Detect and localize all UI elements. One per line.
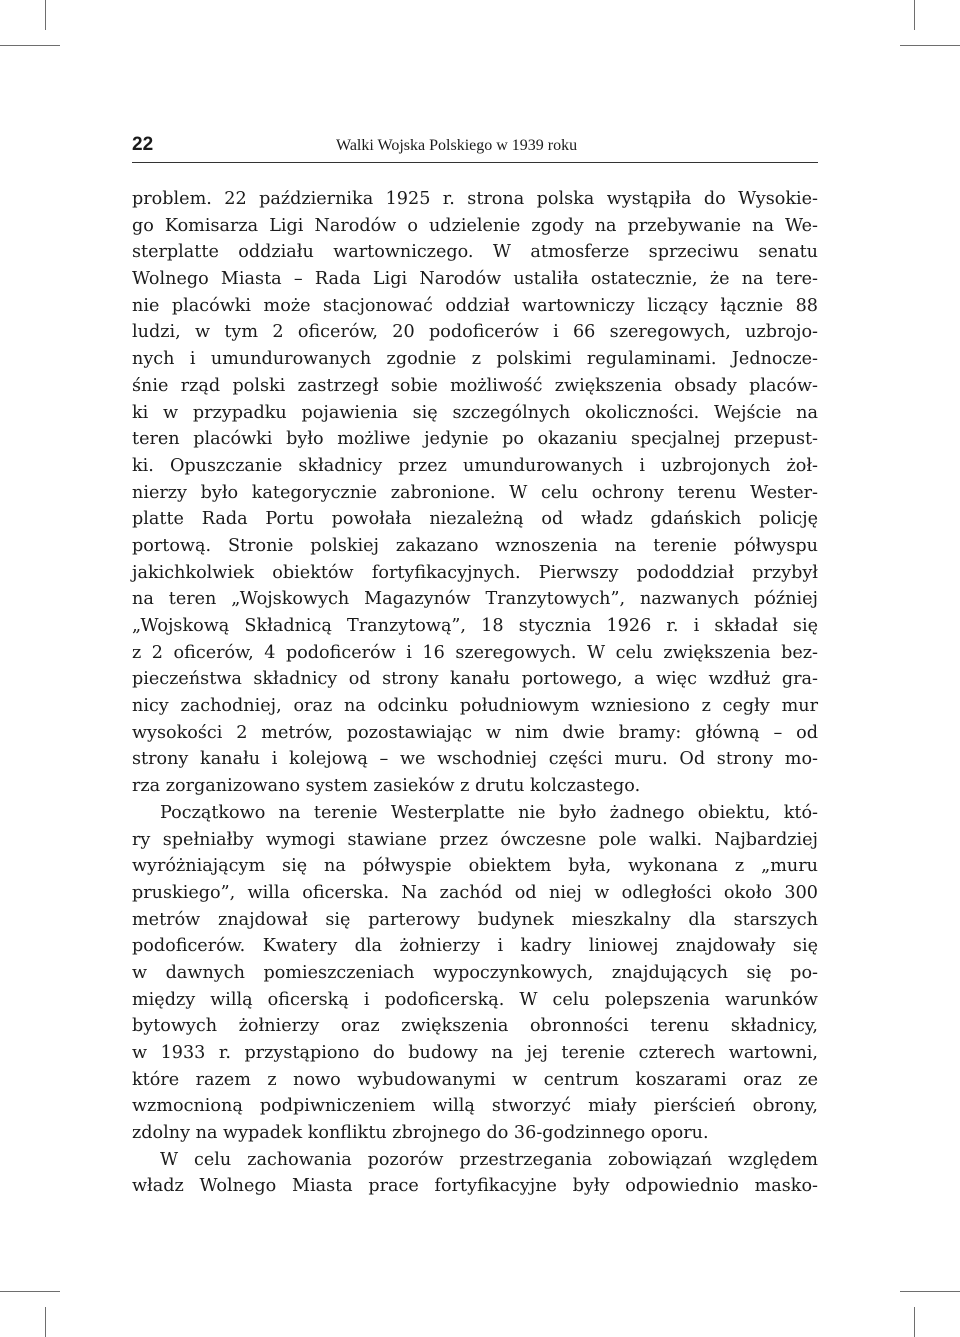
text-line: które razem z nowo wybudowanymi w centrum koszarami oraz ze xyxy=(132,1069,818,1090)
crop-mark xyxy=(0,1291,60,1292)
page-number: 22 xyxy=(132,134,154,155)
text-line: sterplatte oddziału wartowniczego. W atmosferze sprzeciwu senatu xyxy=(132,242,818,263)
text-line: pruskiego”, willa oficerska. Na zachód od niej w odległości około 300 xyxy=(132,882,818,903)
paragraph-start-line: W celu zachowania pozorów przestrzegania zobowiązań względem xyxy=(160,1149,818,1170)
text-line: pieczeństwa składnicy od strony kanału portowego, a więc wzdłuż gra- xyxy=(132,669,818,690)
text-line: „Wojskową Składnicą Tranzytową”, 18 stycznia 1926 r. i składał się xyxy=(132,616,818,636)
text-line: nie placówki może stacjonować oddział wartowniczy liczący łącznie 88 xyxy=(132,295,818,316)
text-line: ludzi, w tym 2 oficerów, 20 podoficerów i 66 szeregowych, uzbrojo- xyxy=(132,322,818,343)
paragraph-end-line: rza zorganizowano system zasieków z drutu kolczastego. xyxy=(132,776,641,797)
text-line: między willą oficerską i podoficerską. W celu polepszenia warunków xyxy=(132,989,818,1010)
text-line: bytowych żołnierzy oraz zwiększenia obronności terenu składnicy, xyxy=(132,1016,818,1037)
running-head xyxy=(132,132,818,163)
text-line: z 2 oficerów, 4 podoficerów i 16 szeregowych. W celu zwiększenia bez- xyxy=(132,642,818,663)
text-line: jakichkolwiek obiektów fortyfikacyjnych. Pierwszy pododdział przybył xyxy=(132,562,818,583)
text-line: teren placówki było możliwe jedynie po okazaniu specjalnej przepust- xyxy=(132,429,818,450)
crop-mark xyxy=(900,45,960,46)
text-line: w 1933 r. przystąpiono do budowy na jej terenie czterech wartowni, xyxy=(132,1043,818,1063)
text-line: władz Wolnego Miasta prace fortyfikacyjne były odpowiednio masko- xyxy=(132,1176,818,1197)
text-line: problem. 22 października 1925 r. strona polska wystąpiła do Wysokie- xyxy=(132,189,818,209)
text-line: metrów znajdował się parterowy budynek mieszkalny dla starszych xyxy=(132,909,818,930)
text-line: nych i umundurowanych zgodnie z polskimi regulaminami. Jednocze- xyxy=(132,349,818,370)
crop-mark xyxy=(0,45,60,46)
text-line: ki w przypadku pojawienia się szczególnych okoliczności. Wejście na xyxy=(132,402,818,423)
text-line: Wolnego Miasta – Rada Ligi Narodów ustaliła ostatecznie, że na tere- xyxy=(132,269,818,290)
crop-mark xyxy=(914,1307,915,1337)
body-text xyxy=(132,186,818,1200)
text-line: platte Rada Portu powołała niezależną od władz gdańskich policję xyxy=(132,509,818,530)
paragraph-end-line: zdolny na wypadek konfliktu zbrojnego do 36-godzinnego oporu. xyxy=(132,1123,709,1144)
text-line: wysokości 2 metrów, pozostawiając w nim dwie bramy: główną – od xyxy=(132,722,818,743)
text-line: nicy zachodniej, oraz na odcinku południowym wzniesiono z cegły mur xyxy=(132,696,818,717)
crop-mark xyxy=(45,0,46,30)
text-line: na teren „Wojskowych Magazynów Tranzytowych”, nazwanych później xyxy=(132,589,818,610)
text-line: portową. Stronie polskiej zakazano wznoszenia na terenie półwyspu xyxy=(132,535,818,556)
text-line: strony kanału i kolejową – we wschodniej części muru. Od strony mo- xyxy=(132,749,818,770)
crop-mark xyxy=(914,0,915,30)
paragraph-start-line: Początkowo na terenie Westerplatte nie było żadnego obiektu, któ- xyxy=(160,802,818,823)
text-line: podoficerów. Kwatery dla żołnierzy i kadry liniowej znajdowały się xyxy=(132,936,818,957)
crop-mark xyxy=(900,1291,960,1292)
crop-mark xyxy=(45,1307,46,1337)
text-line: w dawnych pomieszczeniach wypoczynkowych, znajdujących się po- xyxy=(132,962,818,983)
text-line: ki. Opuszczanie składnicy przez umundurowanych i uzbrojonych żoł- xyxy=(132,455,818,476)
text-line: śnie rząd polski zastrzegł sobie możliwość zwiększenia obsady placów- xyxy=(132,375,818,396)
text-line: wzmocnioną podpiwniczeniem willą stworzyć miały pierścień obrony, xyxy=(132,1096,818,1117)
running-title: Walki Wojska Polskiego w 1939 roku xyxy=(336,137,578,154)
text-line: ry spełniałby wymogi stawiane przez ówczesne pole walki. Najbardziej xyxy=(132,829,818,850)
text-line: go Komisarza Ligi Narodów o udzielenie zgody na przebywanie na We- xyxy=(132,215,818,236)
text-line: wyróżniającym się na półwyspie obiektem była, wykonana z „muru xyxy=(132,856,818,877)
text-line: nierzy było kategorycznie zabronione. W celu ochrony terenu Wester- xyxy=(132,482,818,503)
